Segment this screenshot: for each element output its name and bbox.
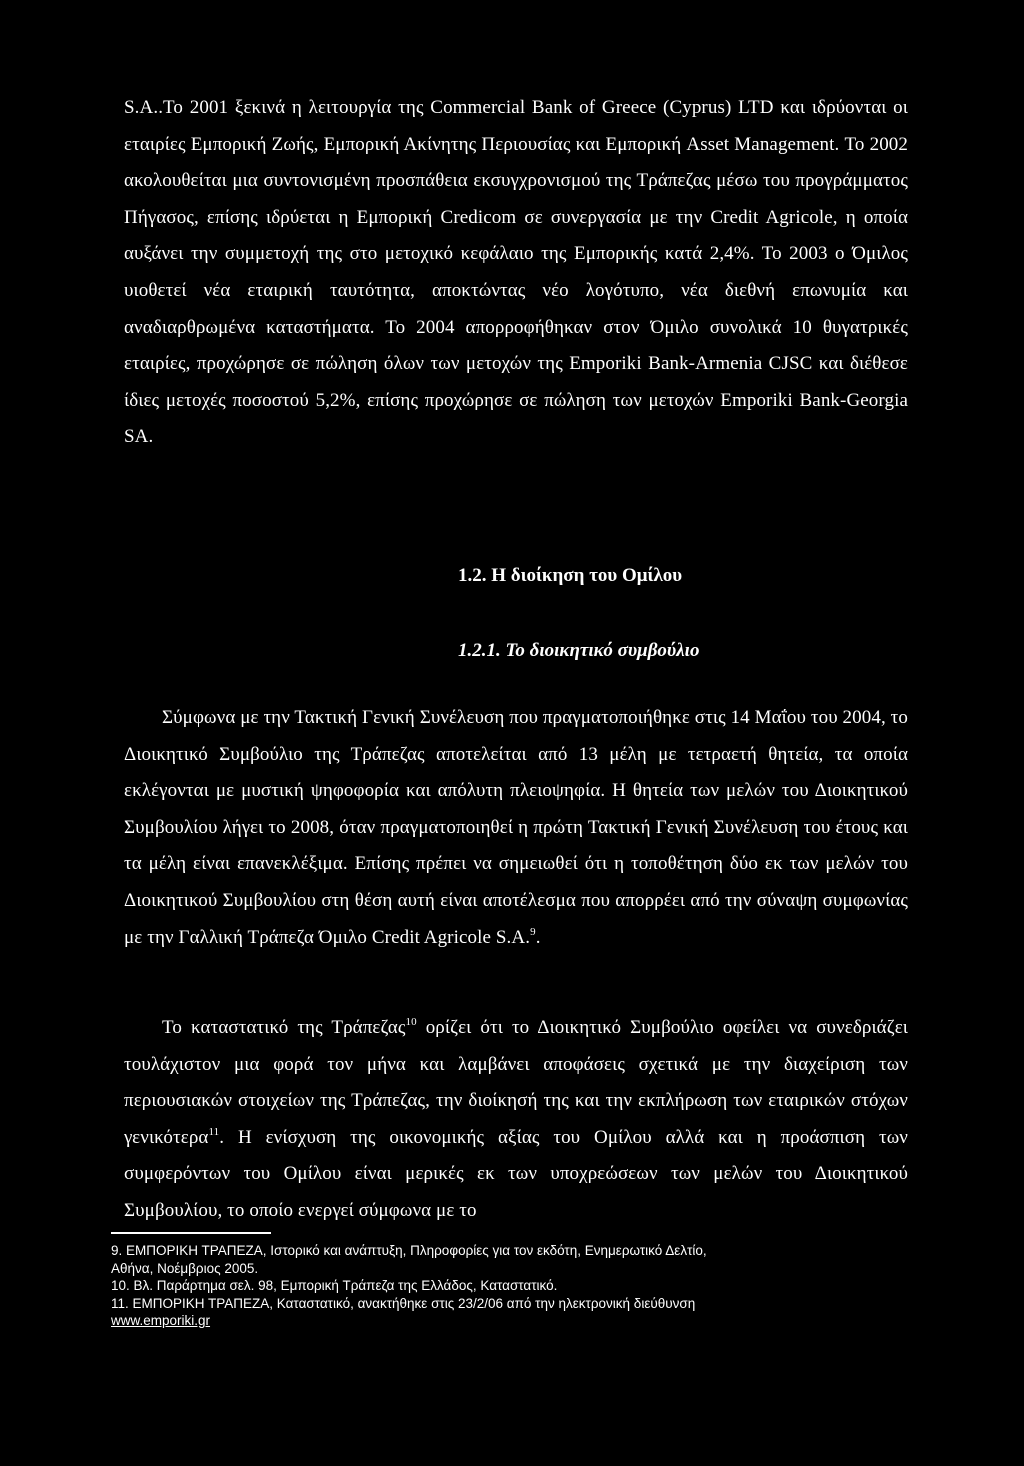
paragraph-text-a: Το καταστατικό της Τράπεζας bbox=[162, 1017, 406, 1038]
footnotes bbox=[111, 1242, 891, 1330]
footnote-9-line2: Αθήνα, Νοέμβριος 2005. bbox=[111, 1260, 259, 1276]
footnote-ref-11[interactable]: 11 bbox=[208, 1125, 220, 1138]
paragraph-text-b: ορίζει ότι το Διοικητικό Συμβούλιο οφείλει να συνεδριάζει τουλάχιστον μια φορά τον μήνα και λαμβάνει αποφάσεις σχετικά με την διαχείριση των περιουσιακών στοιχείων της Τράπεζας, την διοίκησή της και την εκπλήρωση των εταιρικών στόχων γενικότερα bbox=[124, 1017, 908, 1148]
footnote-10: 10. Βλ. Παράρτημα σελ. 98, Εμπορική Τράπεζα της Ελλάδος, Καταστατικό. bbox=[111, 1278, 558, 1293]
paragraph-end: . bbox=[535, 926, 541, 948]
footnote-11-link[interactable]: www.emporiki.gr bbox=[111, 1313, 211, 1328]
footnote-9-line1: 9. ΕΜΠΟΡΙΚΗ ΤΡΑΠΕΖΑ, Ιστορικό και ανάπτυξη, Πληροφορίες για τον εκδότη, Ενημερωτικό Δελτίο, bbox=[111, 1243, 707, 1258]
footnote-11-line1: 11. ΕΜΠΟΡΙΚΗ ΤΡΑΠΕΖΑ, Καταστατικό, ανακτήθηκε στις 23/2/06 από την ηλεκτρονική διεύθυνση bbox=[111, 1295, 696, 1311]
body-paragraph-history: S.A..Το 2001 ξεκινά η λειτουργία της Commercial Bank of Greece (Cyprus) LTD και ιδρύονται οι εταιρίες Εμπορική Ζωής, Εμπορική Ακίνητης Περιουσίας και Εμπορική Asset Management. Το 2002 ακολουθείται μια συντονισμένη προσπάθεια εκσυγχρονισμού της Τράπεζας μέσω του προγράμματος Πήγασος, επίσης ιδρύεται η Εμπορική Credicom σε συνεργασία με την Credit Agricole, η οποία αυξάνει την συμμετοχή της στο μετοχικό κεφάλαιο της Εμπορικής κατά 2,4%. Το 2003 ο Όμιλος υιοθετεί νέα εταιρική ταυτότητα, αποκτώντας νέο λογότυπο, νέα διεθνή επωνυμία και αναδιαρθρωμένα καταστήματα. Το 2004 απορροφήθηκαν στον Όμιλο συνολικά 10 θυγατρικές εταιρίες, προχώρησε σε πώληση όλων των μετοχών της Emporiki Bank-Armenia CJSC και διέθεσε ίδιες μετοχές ποσοστού 5,2%, επίσης προχώρησε σε πώληση των μετοχών Emporiki Bank-Georgia SA. bbox=[124, 97, 908, 448]
footnote-divider bbox=[111, 1232, 271, 1234]
footnote-ref-10[interactable]: 10 bbox=[405, 1016, 417, 1028]
body-paragraph-board bbox=[124, 700, 908, 956]
paragraph-text: Σύμφωνα με την Τακτική Γενική Συνέλευση που πραγματοποιήθηκε στις 14 Μαΐου του 2004, το Διοικητικό Συμβούλιο της Τράπεζας αποτελείται από 13 μέλη με τετραετή θητεία, τα οποία εκλέγονται με μυστική ψηφοφορία και απόλυτη πλειοψηφία. Η θητεία των μελών του Διοικητικού Συμβουλίου λήγει το 2008, όταν πραγματοποιηθεί η πρώτη Τακτική Γενική Συνέλευση του έτους και τα μέλη είναι επανεκλέξιμα. Επίσης πρέπει να σημειωθεί ότι η τοποθέτηση δύο εκ των μελών του Διοικητικού Συμβουλίου στη θέση αυτή είναι αποτέλεσμα που απορρέει από την σύναψη συμφωνίας με την Γαλλική Τράπεζα Όμιλο Credit Agricole S.A. bbox=[124, 707, 908, 948]
footnote-ref-9[interactable]: 9 bbox=[530, 925, 536, 938]
subsection-heading: 1.2.1. Το διοικητικό συμβούλιο bbox=[458, 640, 700, 661]
section-heading: 1.2. Η διοίκηση του Ομίλου bbox=[458, 565, 683, 586]
body-paragraph-statute bbox=[124, 1010, 908, 1230]
paragraph-text-c: . Η ενίσχυση της οικονομικής αξίας του Ομίλου αλλά και η προάσπιση των συμφερόντων του Ομίλου είναι μερικές εκ των υποχρεώσεων των μελών του Διοικητικού Συμβουλίου, το οποίο ενεργεί σύμφωνα με το bbox=[124, 1126, 908, 1221]
